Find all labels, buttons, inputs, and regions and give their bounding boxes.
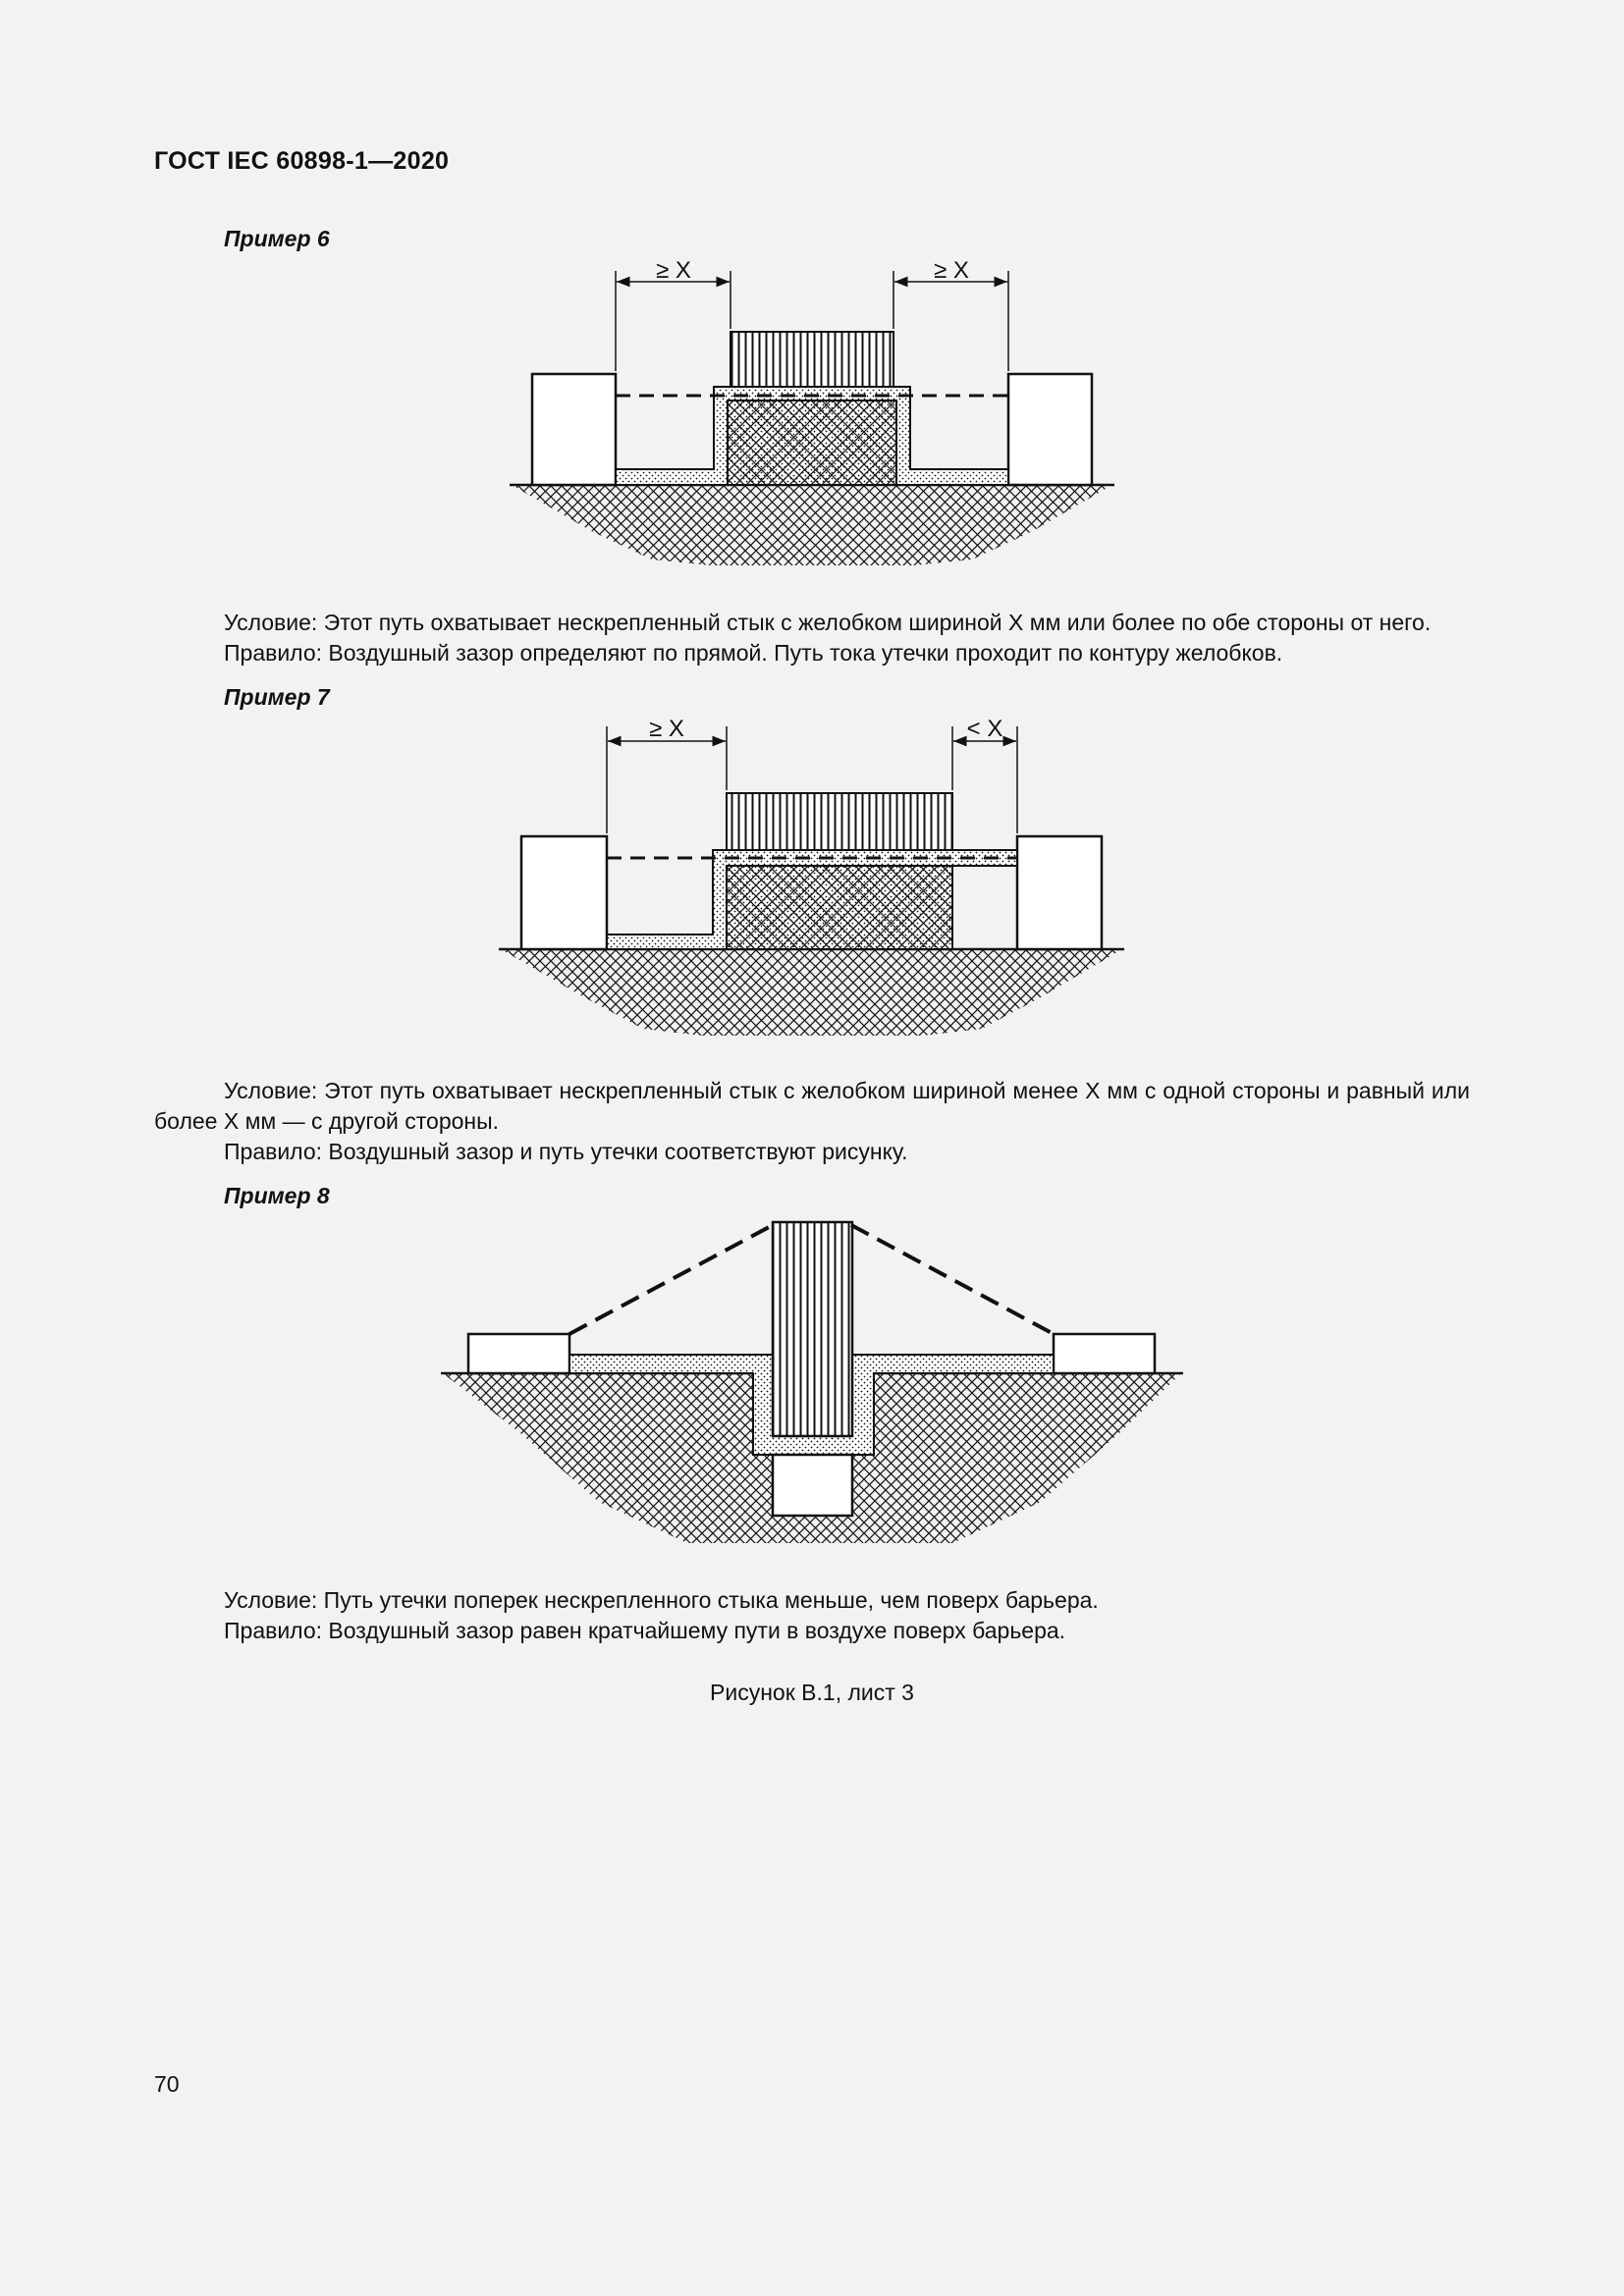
figure-example-8 <box>441 1222 1183 1543</box>
clearance-line-right <box>851 1225 1054 1334</box>
document-header: ГОСТ IEC 60898-1—2020 <box>154 147 450 175</box>
dimension-right-label: < X <box>966 716 1003 742</box>
figure-example-6 <box>510 257 1114 565</box>
central-hatch <box>728 400 896 485</box>
clearance-line-left <box>569 1225 773 1334</box>
bottom-block <box>773 1455 852 1516</box>
ground-hatch <box>501 949 1122 1036</box>
dimension-left-label: ≥ X <box>656 257 691 284</box>
barrier-conductor <box>773 1222 852 1436</box>
example-7-title: Пример 7 <box>224 684 330 710</box>
example-7-condition: Условие: Этот путь охватывает нескрепленный стык с желобком шириной менее X мм с одной стороны и равный или более X мм — с другой стороны. <box>154 1078 1470 1134</box>
example-6-title: Пример 6 <box>224 226 330 251</box>
example-8-condition: Условие: Путь утечки поперек нескрепленного стыка меньше, чем поверх барьера. <box>224 1587 1099 1613</box>
central-conductor <box>731 332 893 387</box>
page-number: 70 <box>154 2071 180 2097</box>
dimension-left-label: ≥ X <box>649 716 684 742</box>
dimension-right-label: ≥ X <box>934 257 969 284</box>
right-block <box>1054 1334 1155 1373</box>
figure-caption: Рисунок В.1, лист 3 <box>710 1680 914 1705</box>
example-6-rule: Правило: Воздушный зазор определяют по прямой. Путь тока утечки проходит по контуру желобков. <box>224 640 1283 666</box>
central-hatch <box>727 866 952 949</box>
example-7-rule: Правило: Воздушный зазор и путь утечки соответствуют рисунку. <box>224 1139 908 1164</box>
example-6-condition: Условие: Этот путь охватывает нескрепленный стык с желобком шириной X мм или более по обе стороны от него. <box>224 610 1432 635</box>
ground-hatch <box>512 485 1112 565</box>
left-block <box>468 1334 569 1373</box>
right-block <box>1008 374 1092 485</box>
central-conductor <box>727 793 952 850</box>
example-8-rule: Правило: Воздушный зазор равен кратчайшему пути в воздухе поверх барьера. <box>224 1618 1066 1643</box>
right-block <box>1017 836 1102 949</box>
example-8-title: Пример 8 <box>224 1183 330 1208</box>
figure-example-7 <box>499 716 1124 1036</box>
left-block <box>532 374 616 485</box>
left-block <box>521 836 607 949</box>
